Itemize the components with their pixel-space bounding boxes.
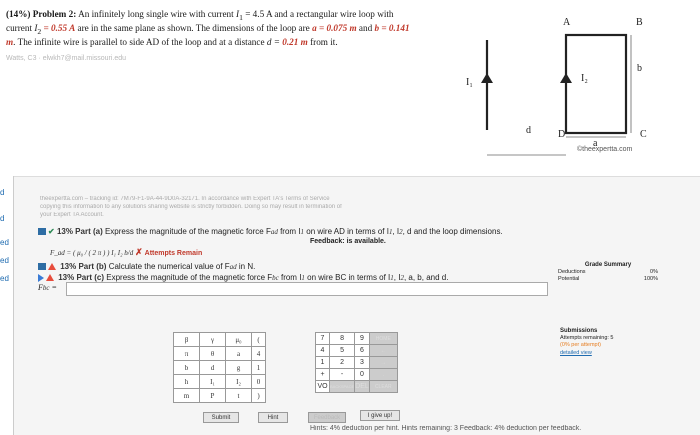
part-c-text-2: from I xyxy=(278,273,302,282)
key-beta[interactable]: β xyxy=(174,333,200,347)
problem-text-4: and xyxy=(356,23,375,34)
key-theta[interactable]: θ xyxy=(200,347,226,361)
right-arrow-key[interactable]: → xyxy=(369,357,397,369)
part-c-sub: bc xyxy=(272,274,279,282)
part-c-row[interactable] xyxy=(38,273,448,282)
part-a-text-3: on wire AD in terms of I xyxy=(304,227,389,236)
backspace-key[interactable]: BACKSPACE xyxy=(330,381,355,393)
grade-summary-title: Grade Summary xyxy=(584,262,632,268)
answer-label-sub: bc xyxy=(42,284,50,292)
part-c-label: 13% Part (c) xyxy=(58,273,105,282)
left-strip-item[interactable]: ed xyxy=(0,256,9,265)
copyright-credit: ©theexpertta.com xyxy=(577,146,633,153)
part-c-text-5: , a, b, and d. xyxy=(403,273,449,282)
submissions-box xyxy=(560,328,660,357)
i1-symbol: I xyxy=(236,9,240,19)
problem-heading: (14%) Problem 2: xyxy=(6,9,77,19)
key-b[interactable]: b xyxy=(174,361,200,375)
part-a-sub-1: 1 xyxy=(300,228,305,236)
part-c-sub-1: 1 xyxy=(301,274,305,282)
num-9[interactable]: 9 xyxy=(355,333,370,345)
deductions-row xyxy=(558,269,658,276)
left-arrow-key[interactable]: ← xyxy=(369,345,397,357)
answer-label xyxy=(38,283,57,292)
key-m[interactable]: m xyxy=(174,389,200,403)
potential-label: Potential xyxy=(558,276,580,283)
key-p[interactable]: P xyxy=(200,389,226,403)
problem-statement: (14%) Problem 2: An infinitely long single wire with current $I_1 = 4.5$ A and a rectangular wire loop with current $I_2 = 0.55$ A are in the same plane as shown. The dimensions of the loop are a = 0.075 m and b = 0.141 m. The infinite wire is parallel to side AD of the loop and at a distance d = 0.21 m from it. xyxy=(6,9,410,48)
key-pi[interactable]: π xyxy=(174,347,200,361)
left-strip-item[interactable]: ed xyxy=(0,274,9,283)
i1-arrow xyxy=(481,73,493,83)
loop-label-i2: I₂ xyxy=(581,73,588,84)
tracking-notice: theexpertta.com – tracking id: 7M79-F1-9A-44-9D0A-32171. In accordance with Expert TA's Terms of Service xyxy=(40,196,330,202)
problem-text-5: . The infinite wire is parallel to side AD of the loop and at a distance xyxy=(13,37,267,48)
key-open-paren[interactable]: ( xyxy=(252,333,266,347)
per-attempt-deduction: (0% per attempt) xyxy=(560,342,601,349)
part-b-text: Calculate the numerical value of F xyxy=(108,262,230,271)
part-c-text-3: on wire BC in terms of I xyxy=(304,273,391,282)
clear-key[interactable]: CLEAR xyxy=(369,381,397,393)
student-info: Watts, C3 · elwkh7@mail.missouri.edu xyxy=(6,55,127,62)
potential-row xyxy=(558,276,658,283)
num-5[interactable]: 5 xyxy=(330,345,355,357)
num-4[interactable]: 4 xyxy=(316,345,330,357)
corner-label-a: A xyxy=(563,17,571,28)
part-b-label: 13% Part (b) xyxy=(60,262,107,271)
d-value: 0.21 m xyxy=(282,37,308,48)
hint-button[interactable]: Hint xyxy=(258,412,288,423)
part-c-sub-2: 2 xyxy=(400,274,404,282)
key-gamma[interactable]: γ xyxy=(200,333,226,347)
del-key[interactable]: DEL xyxy=(355,381,370,393)
key-a[interactable]: a xyxy=(226,347,252,361)
part-c-text: Express the magnitude of the magnetic force F xyxy=(106,273,273,282)
left-strip-item[interactable]: ed xyxy=(0,238,9,247)
warning-triangle-icon xyxy=(46,274,54,281)
part-status-icon xyxy=(38,263,46,270)
part-b-row[interactable] xyxy=(38,262,255,271)
give-up-button[interactable]: I give up! xyxy=(360,410,400,421)
part-a-label: 13% Part (a) xyxy=(56,227,103,236)
part-b-sub: ad xyxy=(229,263,237,271)
problem-panel xyxy=(0,0,700,172)
deductions-label: Deductions xyxy=(558,269,586,276)
part-a-sub-1b: 1 xyxy=(388,228,393,236)
vo-key[interactable]: VO xyxy=(316,381,330,393)
key-i1[interactable]: I₁ xyxy=(200,375,226,389)
key-i2[interactable]: I₂ xyxy=(226,375,252,389)
current-part-icon xyxy=(38,274,44,282)
part-a-sub-ad: ad xyxy=(270,228,278,236)
num-3[interactable]: 3 xyxy=(355,357,370,369)
submissions-title: Submissions xyxy=(560,328,598,334)
part-b-text-2: in N. xyxy=(236,262,256,271)
feedback-button[interactable]: Feedback xyxy=(308,412,346,423)
wire-loop-figure xyxy=(450,5,700,170)
key-1[interactable]: 1 xyxy=(252,361,266,375)
key-g[interactable]: g xyxy=(226,361,252,375)
wire-label-i1: I₁ xyxy=(466,77,473,88)
part-status-icon xyxy=(38,228,46,235)
number-keypad xyxy=(315,332,398,393)
corner-label-c: C xyxy=(640,129,647,140)
num-2[interactable]: 2 xyxy=(330,357,355,369)
key-mu0[interactable]: μ₀ xyxy=(226,333,252,347)
hint-feedback-info: Hints: 4% deduction per hint. Hints remaining: 3 Feedback: 4% deduction per feedback. xyxy=(310,425,582,432)
decimal-key[interactable]: . xyxy=(369,369,397,381)
num-0[interactable]: 0 xyxy=(355,369,370,381)
num-6[interactable]: 6 xyxy=(355,345,370,357)
grade-summary xyxy=(558,262,658,284)
part-c-text-4: , I xyxy=(393,273,401,282)
deductions-value: 0% xyxy=(650,269,658,276)
answer-input[interactable] xyxy=(66,282,548,296)
problem-text-3: are in the same plane as shown. The dimensions of the loop are xyxy=(75,23,313,34)
tracking-notice: your Expert TA Account. xyxy=(40,212,104,218)
problem-text-1: An infinitely long single wire with current xyxy=(78,9,237,19)
corner-label-b: B xyxy=(636,17,643,28)
part-a-row[interactable] xyxy=(38,227,503,236)
part-c-sub-1b: 1 xyxy=(390,274,394,282)
minus-key[interactable]: - xyxy=(330,369,355,381)
i1-value: = 4.5 A xyxy=(242,9,273,19)
detailed-view-link[interactable]: detailed view xyxy=(560,349,592,356)
part-a-text-4: , I xyxy=(392,227,400,236)
num-8[interactable]: 8 xyxy=(330,333,355,345)
key-h[interactable]: h xyxy=(174,375,200,389)
problem-text-2: and a rectangular wire loop with current xyxy=(6,9,394,34)
a-value: a = 0.075 m xyxy=(312,23,357,34)
key-0[interactable]: 0 xyxy=(252,375,266,389)
corner-label-d: D xyxy=(558,129,566,140)
feedback-available[interactable]: Feedback: is available. xyxy=(310,238,386,245)
problem-diagram xyxy=(450,5,700,170)
part-a-text-2: from I xyxy=(277,227,301,236)
dim-label-d: d xyxy=(526,125,531,136)
submit-button[interactable]: Submit xyxy=(203,412,239,423)
d-symbol: d = xyxy=(266,37,280,48)
left-nav-strip xyxy=(0,176,14,435)
b-value: b = 0.141 m xyxy=(6,23,410,48)
left-strip-item[interactable]: d xyxy=(0,214,5,223)
dim-label-a: a xyxy=(593,138,598,149)
complete-check-icon: ✔ xyxy=(48,227,55,236)
key-t[interactable]: t xyxy=(226,389,252,403)
part-a-answer-row xyxy=(50,247,202,258)
part-a-text: Express the magnitude of the magnetic force F xyxy=(104,227,271,236)
key-close-paren[interactable]: ) xyxy=(252,389,266,403)
symbol-keypad xyxy=(173,332,266,403)
answer-row xyxy=(38,282,550,296)
left-strip-item[interactable]: d xyxy=(0,188,5,197)
answer-label-f: F xyxy=(38,283,43,292)
incorrect-x-icon: ✗ xyxy=(135,247,143,257)
dim-label-b: b xyxy=(637,63,642,74)
i2-value: = 0.55 A xyxy=(41,23,76,34)
potential-value: 100% xyxy=(643,276,658,283)
tracking-notice: copying this information to any solutions sharing website is strictly forbidden. Doing so may result in termination of xyxy=(40,204,342,210)
part-a-answer: F_ad = ( μ₀ / ( 2 π ) ) I₁ I₂ b/d xyxy=(50,249,134,257)
i2-arrow xyxy=(560,73,572,83)
num-7[interactable]: 7 xyxy=(316,333,330,345)
attempts-remaining: Attempts remaining: 5 xyxy=(560,335,614,342)
part-a-text-5: , d and the loop dimensions. xyxy=(402,227,503,236)
plus-key[interactable]: + xyxy=(316,369,330,381)
attempts-remain: Attempts Remain xyxy=(144,250,203,257)
answer-label-eq: = xyxy=(49,283,57,292)
home-key[interactable]: HOME xyxy=(369,333,397,345)
rectangular-loop xyxy=(566,35,626,133)
problem-text-6: from it. xyxy=(307,37,338,48)
key-d[interactable]: d xyxy=(200,361,226,375)
key-4[interactable]: 4 xyxy=(252,347,266,361)
num-1[interactable]: 1 xyxy=(316,357,330,369)
warning-triangle-icon xyxy=(48,263,56,270)
part-a-sub-2: 2 xyxy=(399,228,403,236)
